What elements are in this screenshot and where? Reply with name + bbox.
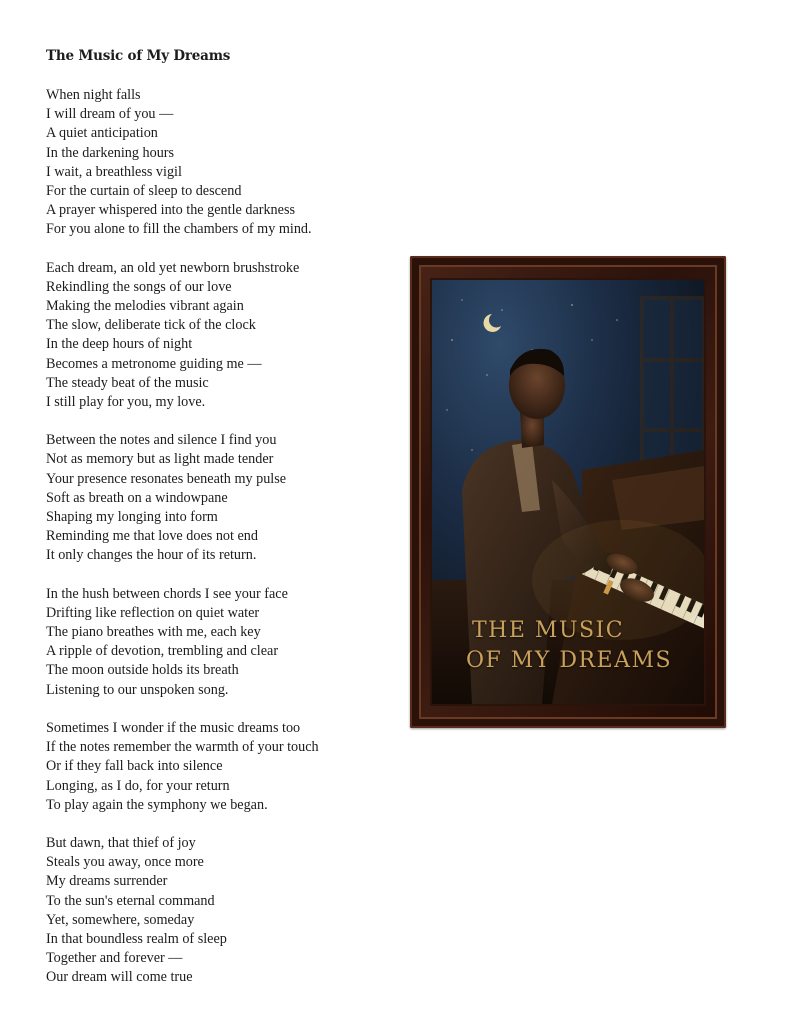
- poem-line: A quiet anticipation: [46, 125, 158, 142]
- poem-line: In the darkening hours: [46, 144, 175, 161]
- poem-line: Our dream will come true: [46, 969, 193, 986]
- poem-line: Or if they fall back into silence: [46, 758, 223, 775]
- stanza: [46, 719, 406, 815]
- poem-line: A prayer whispered into the gentle darkness: [46, 202, 295, 219]
- poem-line: The slow, deliberate tick of the clock: [46, 317, 256, 334]
- poem-line: Becomes a metronome guiding me —: [46, 355, 262, 372]
- poem-line: The moon outside holds its breath: [46, 662, 239, 679]
- poem-line: A ripple of devotion, trembling and clear: [46, 643, 279, 660]
- poem-line: Your presence resonates beneath my pulse: [46, 470, 287, 487]
- poem-line: The steady beat of the music: [46, 374, 209, 391]
- poem-line: Listening to our unspoken song.: [46, 681, 229, 698]
- stanza: [46, 259, 406, 413]
- poem-line: My dreams surrender: [46, 873, 168, 890]
- poem-line: The piano breathes with me, each key: [46, 624, 261, 641]
- poem-body: [46, 86, 406, 1007]
- poem-line: Reminding me that love does not end: [46, 528, 258, 545]
- poem-line: For you alone to fill the chambers of my mind.: [46, 221, 312, 238]
- poem-line: In the deep hours of night: [46, 336, 193, 353]
- poem-line: Longing, as I do, for your return: [46, 777, 230, 794]
- poem-line: Drifting like reflection on quiet water: [46, 604, 260, 621]
- poem-line: Each dream, an old yet newborn brushstroke: [46, 259, 300, 276]
- poem-line: Soft as breath on a windowpane: [46, 489, 228, 506]
- poem-line: Sometimes I wonder if the music dreams too: [46, 719, 301, 736]
- painting-title-line2: OF MY DREAMS: [466, 648, 673, 673]
- stanza: [46, 585, 406, 700]
- poem-line: For the curtain of sleep to descend: [46, 183, 242, 200]
- poem-line: When night falls: [46, 87, 141, 103]
- poem-line: In the hush between chords I see your face: [46, 585, 288, 602]
- poem-line: I still play for you, my love.: [46, 394, 206, 411]
- poem-line: In that boundless realm of sleep: [46, 930, 227, 947]
- poem-line: Rekindling the songs of our love: [46, 278, 232, 295]
- poem-line: Shaping my longing into form: [46, 509, 218, 526]
- poem-line: Steals you away, once more: [46, 854, 204, 871]
- poem-line: But dawn, that thief of joy: [46, 834, 196, 851]
- stanza: [46, 431, 406, 565]
- poem-line: I wait, a breathless vigil: [46, 163, 182, 180]
- poem-line: Making the melodies vibrant again: [46, 298, 244, 315]
- poem-line: Not as memory but as light made tender: [46, 451, 274, 468]
- poem-line: I will dream of you —: [46, 106, 174, 123]
- poem-line: If the notes remember the warmth of your touch: [46, 739, 319, 756]
- poem-line: It only changes the hour of its return.: [46, 547, 257, 564]
- poem-line: Between the notes and silence I find you: [46, 432, 277, 449]
- poem-line: To play again the symphony we began.: [46, 796, 268, 813]
- stanza: [46, 834, 406, 988]
- poem-line: To the sun's eternal command: [46, 892, 215, 909]
- poem-line: Together and forever —: [46, 950, 183, 967]
- painting: [432, 280, 704, 704]
- painting-frame: [410, 256, 726, 728]
- poem-title: The Music of My Dreams: [46, 48, 231, 64]
- painting-title-line1: THE MUSIC: [472, 618, 625, 643]
- stanza: [46, 86, 406, 240]
- poem-line: Yet, somewhere, someday: [46, 911, 195, 928]
